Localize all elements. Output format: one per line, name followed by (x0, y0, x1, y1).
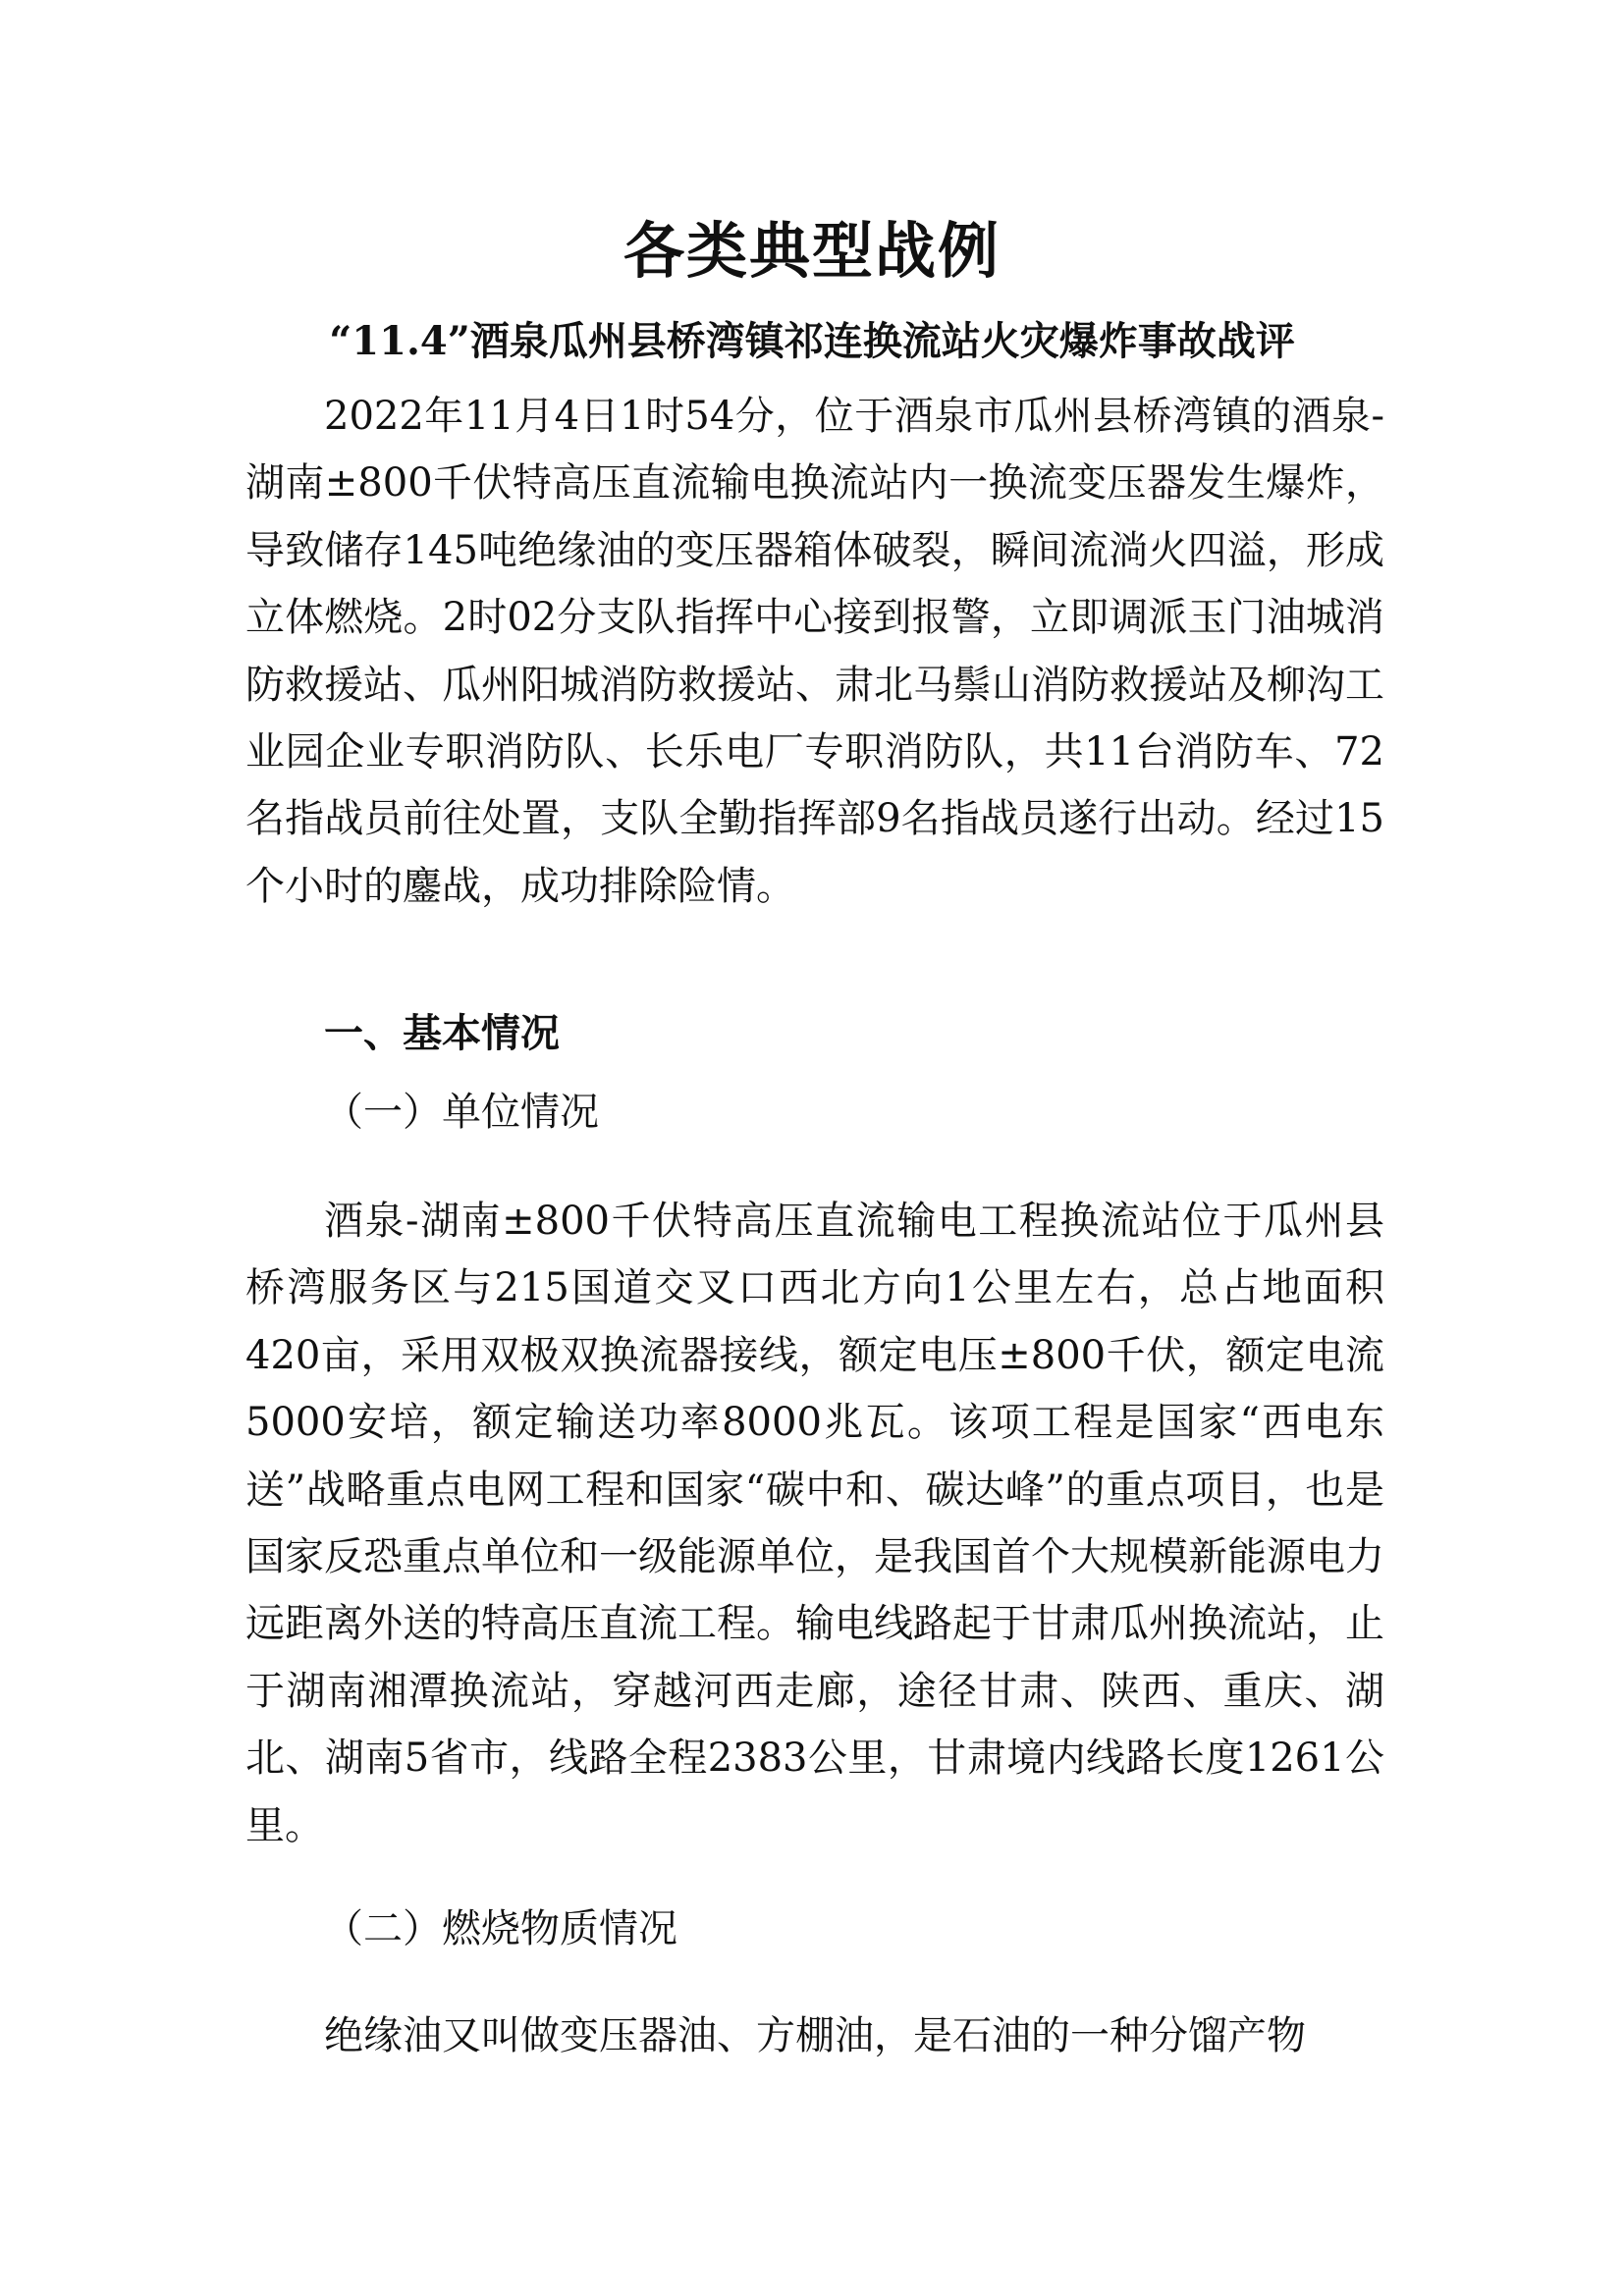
unit-info-paragraph: 酒泉-湖南±800千伏特高压直流输电工程换流站位于瓜州县桥湾服务区与215国道交叉口西北方向1公里左右，总占地面积420亩，采用双极双换流器接线，额定电压±800千伏，额定电流5000安培，额定输送功率8000兆瓦。该项工程是国家“西电东送”战略重点电网工程和国家“碳中和、碳达峰”的重点项目，也是国家反恐重点单位和一级能源单位，是我国首个大规模新能源电力远距离外送的特高压直流工程。输电线路起于甘肃瓜州换流站，止于湖南湘潭换流站，穿越河西走廊，途径甘肃、陕西、重庆、湖北、湖南5省市，线路全程2383公里，甘肃境内线路长度1261公里。 (245, 1199, 1384, 1848)
intro-paragraph: 2022年11月4日1时54分，位于酒泉市瓜州县桥湾镇的酒泉-湖南±800千伏特高压直流输电换流站内一换流变压器发生爆炸，导致储存145吨绝缘油的变压器箱体破裂，瞬间流淌火四溢，形成立体燃烧。2时02分支队指挥中心接到报警，立即调派玉门油城消防救援站、瓜州阳城消防救援站、肃北马鬃山消防救援站及柳沟工业园企业专职消防队、长乐电厂专职消防队，共11台消防车、72名指战员前往处置，支队全勤指挥部9名指战员遂行出动。经过15个小时的鏖战，成功排除险情。 (245, 394, 1384, 909)
section-heading-basic-info: 一、基本情况 (324, 1010, 560, 1056)
document-title: 各类典型战例 (623, 215, 1001, 287)
subsection-heading-combustible-material: （二）燃烧物质情况 (324, 1906, 677, 1951)
document-subtitle: “11.4”酒泉瓜州县桥湾镇祁连换流站火灾爆炸事故战评 (329, 318, 1295, 364)
subsection-heading-unit-info: （一）单位情况 (324, 1090, 599, 1135)
combustible-material-paragraph: 绝缘油又叫做变压器油、方棚油，是石油的一种分馏产物 (324, 2013, 1306, 2058)
